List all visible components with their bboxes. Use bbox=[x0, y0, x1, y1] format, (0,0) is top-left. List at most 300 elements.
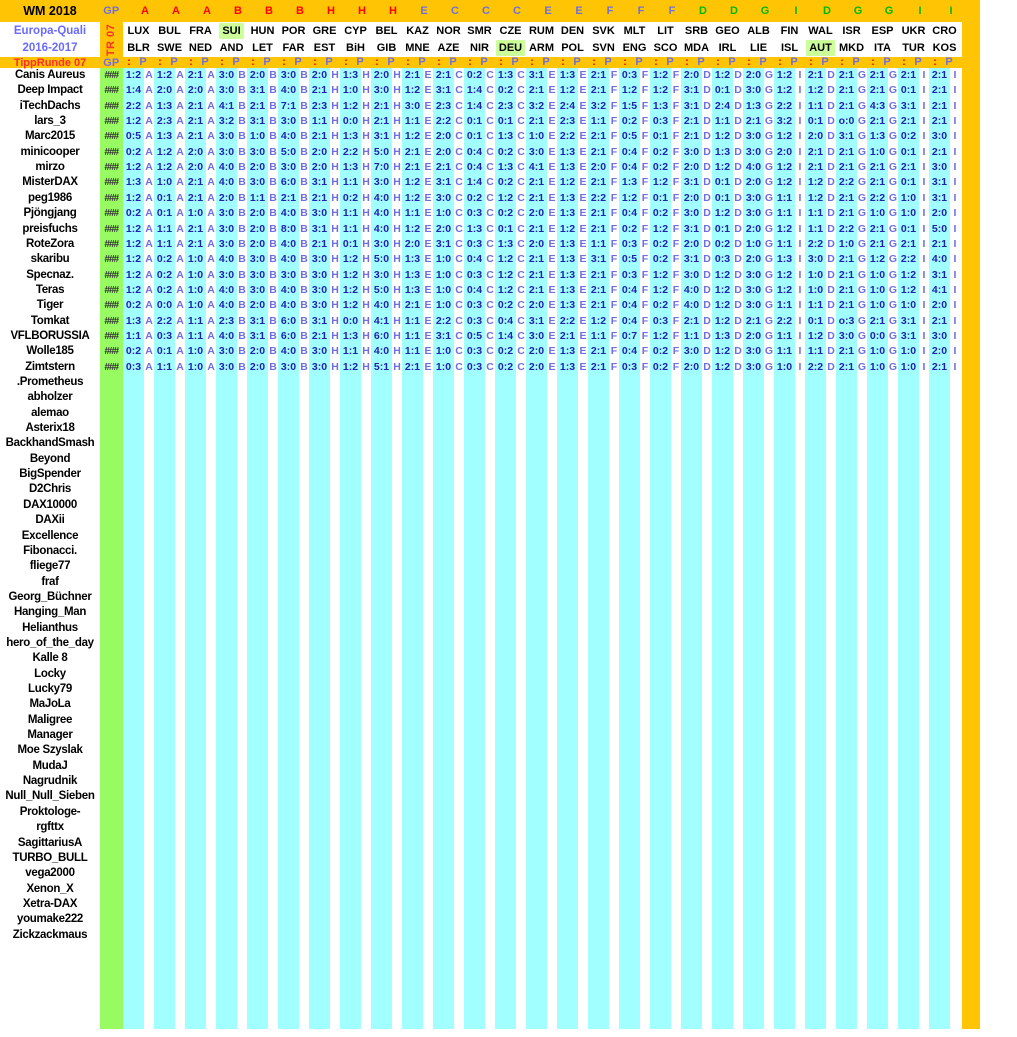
tip-group-cell[interactable]: F bbox=[641, 360, 649, 373]
tip-score-cell[interactable]: 2:0 bbox=[745, 69, 762, 81]
gp-value-cell[interactable]: ### bbox=[104, 70, 119, 81]
tip-group-cell[interactable]: C bbox=[486, 253, 494, 266]
tip-score-cell[interactable]: 1:0 bbox=[187, 283, 204, 296]
tip-score-cell[interactable]: 2:1 bbox=[745, 115, 762, 128]
player-name[interactable]: DAX10000 bbox=[23, 498, 77, 511]
tip-score-cell[interactable]: 0:1 bbox=[714, 222, 731, 235]
tip-group-cell[interactable]: I bbox=[922, 161, 926, 174]
player-name[interactable]: VFLBORUSSIA bbox=[10, 329, 90, 342]
tip-score-cell[interactable]: 0:4 bbox=[621, 299, 638, 312]
tip-score-cell[interactable]: 2:4 bbox=[714, 99, 731, 112]
tip-group-cell[interactable]: G bbox=[857, 345, 867, 358]
tip-score-cell[interactable]: 0:0 bbox=[342, 314, 359, 327]
tip-score-cell[interactable]: 1:0 bbox=[807, 268, 824, 281]
tip-score-cell[interactable]: 0:1 bbox=[156, 207, 173, 220]
country-away[interactable] bbox=[277, 40, 310, 56]
tip-group-cell[interactable]: D bbox=[734, 253, 742, 266]
tip-score-cell[interactable]: 2:0 bbox=[249, 299, 266, 312]
tip-group-cell[interactable]: A bbox=[176, 222, 184, 235]
player-name[interactable]: Helianthus bbox=[22, 621, 78, 634]
tip-group-cell[interactable]: D bbox=[734, 84, 742, 97]
country-home[interactable] bbox=[153, 23, 186, 39]
tip-group-cell[interactable]: I bbox=[798, 84, 802, 97]
tip-score-cell[interactable]: 0:1 bbox=[807, 115, 824, 128]
tip-group-cell[interactable]: I bbox=[922, 222, 926, 235]
tip-group-cell[interactable]: F bbox=[641, 161, 649, 174]
tip-group-cell[interactable]: I bbox=[922, 283, 926, 296]
tip-score-cell[interactable]: 3:0 bbox=[280, 360, 297, 373]
tip-score-cell[interactable]: 2:1 bbox=[931, 145, 948, 158]
country-away[interactable] bbox=[711, 40, 744, 56]
tip-score-cell[interactable]: 2:0 bbox=[528, 360, 545, 373]
tip-group-cell[interactable]: B bbox=[269, 207, 277, 220]
tip-group-cell[interactable]: C bbox=[486, 161, 494, 174]
tip-score-cell[interactable]: 2:0 bbox=[745, 253, 762, 266]
tip-score-cell[interactable]: 2:0 bbox=[931, 345, 948, 358]
tip-score-cell[interactable]: 1:1 bbox=[404, 207, 421, 220]
group-letter[interactable]: F bbox=[668, 5, 676, 17]
tip-group-cell[interactable]: F bbox=[641, 191, 649, 204]
tip-score-cell[interactable]: 2:0 bbox=[311, 69, 328, 81]
tip-group-cell[interactable]: B bbox=[238, 130, 246, 143]
tip-score-cell[interactable]: 1:0 bbox=[807, 283, 824, 296]
tip-group-cell[interactable]: H bbox=[331, 207, 339, 220]
tip-group-cell[interactable]: B bbox=[238, 161, 246, 174]
tip-score-cell[interactable]: 2:1 bbox=[590, 145, 607, 158]
tip-score-cell[interactable]: 1:0 bbox=[900, 207, 917, 220]
tip-score-cell[interactable]: 4:1 bbox=[528, 161, 545, 174]
tip-group-cell[interactable]: B bbox=[300, 268, 308, 281]
country-home[interactable] bbox=[122, 23, 155, 39]
tip-group-cell[interactable]: B bbox=[238, 299, 246, 312]
tip-group-cell[interactable]: E bbox=[548, 222, 556, 235]
tip-group-cell[interactable]: F bbox=[672, 99, 680, 112]
tip-score-cell[interactable]: 1:1 bbox=[683, 329, 700, 342]
country-away[interactable] bbox=[525, 40, 558, 56]
tip-group-cell[interactable]: A bbox=[207, 237, 215, 250]
tip-group-cell[interactable]: E bbox=[579, 314, 587, 327]
tip-group-cell[interactable]: D bbox=[734, 130, 742, 143]
tip-group-cell[interactable]: C bbox=[486, 299, 494, 312]
tip-score-cell[interactable]: 0:2 bbox=[652, 253, 669, 266]
tip-score-cell[interactable]: 1:1 bbox=[404, 329, 421, 342]
tip-group-cell[interactable]: F bbox=[672, 283, 680, 296]
tip-group-cell[interactable]: E bbox=[424, 115, 432, 128]
country-home[interactable] bbox=[525, 23, 558, 39]
tip-group-cell[interactable]: E bbox=[579, 161, 587, 174]
country-away[interactable] bbox=[463, 40, 496, 56]
tip-score-cell[interactable]: 4:0 bbox=[745, 161, 762, 174]
player-name[interactable]: Xetra-DAX bbox=[22, 897, 78, 910]
tip-group-cell[interactable]: B bbox=[238, 360, 246, 373]
country-home[interactable] bbox=[835, 23, 868, 39]
round-points-header[interactable]: P bbox=[294, 56, 302, 68]
tip-group-cell[interactable]: C bbox=[455, 222, 463, 235]
tip-group-cell[interactable]: F bbox=[610, 145, 618, 158]
tip-score-cell[interactable]: 1:2 bbox=[714, 207, 731, 220]
tip-group-cell[interactable]: I bbox=[922, 69, 926, 81]
tip-group-cell[interactable]: H bbox=[393, 268, 401, 281]
tip-group-cell[interactable]: G bbox=[857, 283, 867, 296]
tip-score-cell[interactable]: 1:1 bbox=[807, 345, 824, 358]
tip-group-cell[interactable]: A bbox=[145, 345, 153, 358]
tip-score-cell[interactable]: 1:2 bbox=[342, 299, 359, 312]
tip-group-cell[interactable]: B bbox=[269, 145, 277, 158]
tip-group-cell[interactable]: A bbox=[207, 207, 215, 220]
tip-score-cell[interactable]: 3:0 bbox=[249, 268, 266, 281]
tip-group-cell[interactable]: G bbox=[888, 161, 898, 174]
tip-group-cell[interactable]: D bbox=[703, 145, 711, 158]
tip-group-cell[interactable]: C bbox=[517, 345, 525, 358]
tip-score-cell[interactable]: 2:0 bbox=[187, 145, 204, 158]
tip-score-cell[interactable]: 1:0 bbox=[435, 345, 452, 358]
tip-group-cell[interactable]: F bbox=[672, 299, 680, 312]
tip-group-cell[interactable]: F bbox=[610, 191, 618, 204]
tip-score-cell[interactable]: 3:0 bbox=[745, 207, 762, 220]
tip-group-cell[interactable]: E bbox=[579, 253, 587, 266]
tip-group-cell[interactable]: A bbox=[145, 268, 153, 281]
tip-group-cell[interactable]: A bbox=[176, 207, 184, 220]
tip-score-cell[interactable]: 3:0 bbox=[280, 268, 297, 281]
tip-score-cell[interactable]: 1:0 bbox=[869, 145, 886, 158]
tip-group-cell[interactable]: A bbox=[145, 161, 153, 174]
tip-score-cell[interactable]: 4:0 bbox=[218, 176, 235, 189]
tip-score-cell[interactable]: 1:1 bbox=[311, 115, 328, 128]
player-name[interactable]: Locky bbox=[34, 667, 66, 680]
tip-group-cell[interactable]: D bbox=[703, 314, 711, 327]
tip-group-cell[interactable]: F bbox=[610, 69, 618, 81]
tip-score-cell[interactable]: 1:2 bbox=[652, 329, 669, 342]
country-home[interactable] bbox=[370, 23, 403, 39]
tip-score-cell[interactable]: 1:2 bbox=[869, 253, 886, 266]
tip-group-cell[interactable]: A bbox=[145, 176, 153, 189]
tip-group-cell[interactable]: I bbox=[798, 115, 802, 128]
tip-score-cell[interactable]: 2:1 bbox=[838, 161, 855, 174]
tip-group-cell[interactable]: I bbox=[922, 253, 926, 266]
tip-score-cell[interactable]: 2:1 bbox=[311, 84, 328, 97]
tip-score-cell[interactable]: 0:4 bbox=[497, 314, 514, 327]
player-name[interactable]: lars_3 bbox=[34, 115, 66, 128]
tip-score-cell[interactable]: 1:2 bbox=[404, 176, 421, 189]
tip-group-cell[interactable]: B bbox=[269, 283, 277, 296]
tip-group-cell[interactable]: H bbox=[331, 145, 339, 158]
tip-group-cell[interactable]: G bbox=[888, 253, 898, 266]
tip-group-cell[interactable]: E bbox=[424, 161, 432, 174]
tip-group-cell[interactable]: A bbox=[207, 84, 215, 97]
tip-group-cell[interactable]: I bbox=[953, 237, 957, 250]
tip-score-cell[interactable]: o:0 bbox=[838, 115, 855, 128]
tip-score-cell[interactable]: 2:2 bbox=[776, 314, 793, 327]
tip-group-cell[interactable]: F bbox=[610, 130, 618, 143]
group-letter[interactable]: F bbox=[637, 5, 645, 17]
tip-group-cell[interactable]: D bbox=[703, 237, 711, 250]
tip-group-cell[interactable]: F bbox=[610, 345, 618, 358]
tip-score-cell[interactable]: 4:0 bbox=[218, 299, 235, 312]
tip-group-cell[interactable]: B bbox=[269, 268, 277, 281]
tip-group-cell[interactable]: G bbox=[764, 299, 774, 312]
tip-group-cell[interactable]: B bbox=[300, 99, 308, 112]
tip-group-cell[interactable]: D bbox=[827, 222, 835, 235]
tip-group-cell[interactable]: I bbox=[953, 161, 957, 174]
round-points-header[interactable]: P bbox=[604, 56, 612, 68]
group-letter[interactable]: E bbox=[544, 5, 552, 17]
round-points-header[interactable]: P bbox=[201, 56, 209, 68]
tip-group-cell[interactable]: H bbox=[362, 299, 370, 312]
tip-score-cell[interactable]: 0:3 bbox=[466, 207, 483, 220]
tip-group-cell[interactable]: E bbox=[579, 283, 587, 296]
tip-group-cell[interactable]: H bbox=[362, 99, 370, 112]
tip-group-cell[interactable]: C bbox=[517, 314, 525, 327]
tip-score-cell[interactable]: 2:1 bbox=[528, 191, 545, 204]
tip-score-cell[interactable]: 1:3 bbox=[497, 237, 514, 250]
country-home[interactable] bbox=[339, 23, 372, 39]
tip-group-cell[interactable]: F bbox=[672, 314, 680, 327]
country-home[interactable] bbox=[928, 23, 961, 39]
country-away[interactable] bbox=[215, 40, 248, 56]
player-name[interactable]: Moe Szyslak bbox=[17, 744, 83, 757]
tip-group-cell[interactable]: A bbox=[207, 161, 215, 174]
tip-score-cell[interactable]: 3:1 bbox=[683, 99, 700, 112]
tip-score-cell[interactable]: 1:1 bbox=[249, 191, 266, 204]
tip-group-cell[interactable]: B bbox=[300, 345, 308, 358]
tip-score-cell[interactable]: 1:2 bbox=[621, 84, 638, 97]
tip-score-cell[interactable]: 3:0 bbox=[311, 283, 328, 296]
tip-group-cell[interactable]: G bbox=[764, 145, 774, 158]
group-letter[interactable]: G bbox=[760, 5, 770, 17]
tip-group-cell[interactable]: D bbox=[734, 314, 742, 327]
tip-group-cell[interactable]: I bbox=[922, 84, 926, 97]
round-points-header[interactable]: P bbox=[759, 56, 767, 68]
tip-group-cell[interactable]: G bbox=[888, 145, 898, 158]
tip-score-cell[interactable]: 1:3 bbox=[559, 207, 576, 220]
tip-score-cell[interactable]: 1:1 bbox=[156, 360, 173, 373]
tip-score-cell[interactable]: 0:0 bbox=[342, 115, 359, 128]
tip-group-cell[interactable]: G bbox=[857, 130, 867, 143]
tip-score-cell[interactable]: 0:2 bbox=[466, 191, 483, 204]
round-points-header[interactable]: P bbox=[883, 56, 891, 68]
tip-score-cell[interactable]: 1:3 bbox=[497, 130, 514, 143]
tip-score-cell[interactable]: 2:1 bbox=[590, 283, 607, 296]
tip-group-cell[interactable]: I bbox=[798, 222, 802, 235]
tip-score-cell[interactable]: 1:4 bbox=[125, 84, 142, 97]
tip-group-cell[interactable]: H bbox=[393, 283, 401, 296]
tip-group-cell[interactable]: E bbox=[424, 314, 432, 327]
tip-group-cell[interactable]: D bbox=[827, 283, 835, 296]
tip-group-cell[interactable]: H bbox=[362, 345, 370, 358]
tip-group-cell[interactable]: F bbox=[672, 84, 680, 97]
tip-score-cell[interactable]: 2:0 bbox=[156, 84, 173, 97]
tip-score-cell[interactable]: 4:0 bbox=[683, 299, 700, 312]
tip-score-cell[interactable]: 2:2 bbox=[435, 115, 452, 128]
tip-group-cell[interactable]: G bbox=[857, 161, 867, 174]
tip-score-cell[interactable]: 1:2 bbox=[559, 84, 576, 97]
country-away[interactable] bbox=[928, 40, 961, 56]
tip-group-cell[interactable]: G bbox=[888, 115, 898, 128]
player-name[interactable]: RoteZora bbox=[25, 237, 75, 250]
tip-group-cell[interactable]: C bbox=[517, 207, 525, 220]
tip-group-cell[interactable]: F bbox=[641, 329, 649, 342]
tip-group-cell[interactable]: H bbox=[393, 99, 401, 112]
tip-score-cell[interactable]: 1:3 bbox=[559, 237, 576, 250]
player-name[interactable]: Teras bbox=[35, 283, 65, 296]
tip-group-cell[interactable]: A bbox=[176, 237, 184, 250]
tip-score-cell[interactable]: 0:4 bbox=[621, 207, 638, 220]
tip-score-cell[interactable]: 3:0 bbox=[745, 268, 762, 281]
round-points-header[interactable]: P bbox=[914, 56, 922, 68]
tip-score-cell[interactable]: 2:1 bbox=[528, 283, 545, 296]
round-points-header[interactable]: P bbox=[666, 56, 674, 68]
tip-group-cell[interactable]: A bbox=[145, 283, 153, 296]
gp-value-cell[interactable]: ### bbox=[104, 100, 119, 112]
tip-group-cell[interactable]: G bbox=[764, 99, 774, 112]
tip-group-cell[interactable]: A bbox=[145, 207, 153, 220]
tip-score-cell[interactable]: 1:1 bbox=[714, 115, 731, 128]
tip-group-cell[interactable]: C bbox=[517, 222, 525, 235]
country-away[interactable] bbox=[556, 40, 589, 56]
tip-group-cell[interactable]: A bbox=[176, 314, 184, 327]
tip-score-cell[interactable]: 1:2 bbox=[776, 283, 793, 296]
tip-score-cell[interactable]: 5:0 bbox=[373, 283, 390, 296]
tip-group-cell[interactable]: B bbox=[269, 99, 277, 112]
tip-group-cell[interactable]: D bbox=[703, 69, 711, 81]
tip-score-cell[interactable]: 1:3 bbox=[652, 99, 669, 112]
round-points-header[interactable]: P bbox=[449, 56, 457, 68]
tip-score-cell[interactable]: 1:2 bbox=[776, 268, 793, 281]
tip-group-cell[interactable]: F bbox=[641, 268, 649, 281]
tip-group-cell[interactable]: D bbox=[703, 329, 711, 342]
tip-group-cell[interactable]: D bbox=[703, 115, 711, 128]
tip-group-cell[interactable]: H bbox=[331, 237, 339, 250]
tip-score-cell[interactable]: 2:3 bbox=[497, 99, 514, 112]
tip-score-cell[interactable]: 1:1 bbox=[590, 329, 607, 342]
tip-score-cell[interactable]: 2:0 bbox=[373, 69, 390, 81]
tip-group-cell[interactable]: G bbox=[888, 69, 898, 81]
tip-score-cell[interactable]: 2:1 bbox=[404, 161, 421, 174]
tip-group-cell[interactable]: H bbox=[331, 360, 339, 373]
tip-score-cell[interactable]: 2:0 bbox=[435, 222, 452, 235]
country-away[interactable] bbox=[153, 40, 186, 56]
tip-score-cell[interactable]: 3:1 bbox=[683, 253, 700, 266]
tip-score-cell[interactable]: 2:1 bbox=[838, 253, 855, 266]
tip-group-cell[interactable]: F bbox=[672, 237, 680, 250]
tip-group-cell[interactable]: H bbox=[393, 145, 401, 158]
tip-score-cell[interactable]: 2:1 bbox=[869, 176, 886, 189]
tip-score-cell[interactable]: 2:1 bbox=[931, 237, 948, 250]
tip-group-cell[interactable]: B bbox=[269, 222, 277, 235]
tip-score-cell[interactable]: 3:0 bbox=[218, 360, 235, 373]
tip-score-cell[interactable]: 1:0 bbox=[869, 345, 886, 358]
tip-group-cell[interactable]: C bbox=[455, 268, 463, 281]
tip-group-cell[interactable]: C bbox=[517, 130, 525, 143]
tip-group-cell[interactable]: I bbox=[922, 130, 926, 143]
country-away[interactable] bbox=[401, 40, 434, 56]
tip-score-cell[interactable]: 4:3 bbox=[869, 99, 886, 112]
tip-score-cell[interactable]: 3:1 bbox=[931, 191, 948, 204]
tip-score-cell[interactable]: 3:0 bbox=[745, 145, 762, 158]
tip-group-cell[interactable]: I bbox=[798, 268, 802, 281]
tip-group-cell[interactable]: I bbox=[953, 329, 957, 342]
tip-score-cell[interactable]: 2:2 bbox=[590, 191, 607, 204]
tip-group-cell[interactable]: F bbox=[672, 345, 680, 358]
tip-group-cell[interactable]: D bbox=[827, 329, 835, 342]
tip-group-cell[interactable]: B bbox=[300, 329, 308, 342]
competition-label[interactable]: Europa-Quali bbox=[13, 25, 87, 37]
tip-group-cell[interactable]: I bbox=[798, 130, 802, 143]
tip-group-cell[interactable]: F bbox=[610, 99, 618, 112]
tip-score-cell[interactable]: 1:2 bbox=[652, 222, 669, 235]
tip-score-cell[interactable]: 1:0 bbox=[869, 360, 886, 373]
tip-group-cell[interactable]: D bbox=[827, 84, 835, 97]
player-name[interactable]: hero_of_the_day bbox=[6, 636, 94, 649]
tip-score-cell[interactable]: 1:1 bbox=[776, 329, 793, 342]
tip-score-cell[interactable]: 0:1 bbox=[900, 176, 917, 189]
tip-score-cell[interactable]: 2:1 bbox=[528, 84, 545, 97]
tip-score-cell[interactable]: 0:2 bbox=[621, 222, 638, 235]
tip-score-cell[interactable]: 0:4 bbox=[466, 283, 483, 296]
tip-group-cell[interactable]: C bbox=[455, 84, 463, 97]
tip-group-cell[interactable]: I bbox=[798, 299, 802, 312]
tip-group-cell[interactable]: B bbox=[269, 360, 277, 373]
tip-score-cell[interactable]: 2:3 bbox=[559, 115, 576, 128]
player-name[interactable]: youmake222 bbox=[16, 913, 84, 926]
tip-group-cell[interactable]: A bbox=[176, 84, 184, 97]
country-away[interactable] bbox=[649, 40, 682, 56]
tip-group-cell[interactable]: G bbox=[888, 84, 898, 97]
tip-group-cell[interactable]: D bbox=[734, 99, 742, 112]
tip-score-cell[interactable]: 2:2 bbox=[156, 314, 173, 327]
tip-score-cell[interactable]: 0:3 bbox=[621, 268, 638, 281]
tip-score-cell[interactable]: 2:3 bbox=[311, 99, 328, 112]
country-away[interactable] bbox=[308, 40, 341, 56]
tip-score-cell[interactable]: 2:1 bbox=[187, 222, 204, 235]
tip-group-cell[interactable]: C bbox=[517, 253, 525, 266]
group-letter[interactable]: E bbox=[420, 5, 428, 17]
tip-group-cell[interactable]: D bbox=[703, 84, 711, 97]
tip-group-cell[interactable]: C bbox=[486, 237, 494, 250]
tip-group-cell[interactable]: C bbox=[517, 69, 525, 81]
tip-score-cell[interactable]: 1:1 bbox=[590, 237, 607, 250]
group-letter[interactable]: A bbox=[141, 5, 149, 17]
tip-score-cell[interactable]: 2:1 bbox=[590, 207, 607, 220]
tip-score-cell[interactable]: 3:0 bbox=[311, 268, 328, 281]
tip-score-cell[interactable]: 1:2 bbox=[497, 268, 514, 281]
tip-score-cell[interactable]: 1:3 bbox=[342, 161, 359, 174]
tip-group-cell[interactable]: D bbox=[703, 222, 711, 235]
tip-score-cell[interactable]: 3:0 bbox=[745, 360, 762, 373]
tip-score-cell[interactable]: 4:0 bbox=[280, 283, 297, 296]
tip-group-cell[interactable]: C bbox=[455, 161, 463, 174]
tip-score-cell[interactable]: 4:1 bbox=[218, 99, 235, 112]
tip-group-cell[interactable]: F bbox=[641, 176, 649, 189]
player-name[interactable]: fliege77 bbox=[29, 560, 71, 573]
tip-group-cell[interactable]: F bbox=[672, 329, 680, 342]
tip-group-cell[interactable]: E bbox=[424, 99, 432, 112]
tip-score-cell[interactable]: 0:4 bbox=[621, 145, 638, 158]
round-points-header[interactable]: P bbox=[232, 56, 240, 68]
tip-group-cell[interactable]: D bbox=[734, 207, 742, 220]
tip-group-cell[interactable]: D bbox=[703, 345, 711, 358]
tip-score-cell[interactable]: 2:1 bbox=[528, 222, 545, 235]
round-points-header[interactable]: P bbox=[573, 56, 581, 68]
tip-group-cell[interactable]: G bbox=[857, 268, 867, 281]
tip-group-cell[interactable]: B bbox=[238, 237, 246, 250]
tip-group-cell[interactable]: C bbox=[517, 161, 525, 174]
tip-group-cell[interactable]: D bbox=[703, 299, 711, 312]
country-home[interactable] bbox=[401, 23, 434, 39]
tip-score-cell[interactable]: 1:2 bbox=[559, 222, 576, 235]
tip-score-cell[interactable]: 3:0 bbox=[280, 161, 297, 174]
tip-group-cell[interactable]: B bbox=[238, 222, 246, 235]
